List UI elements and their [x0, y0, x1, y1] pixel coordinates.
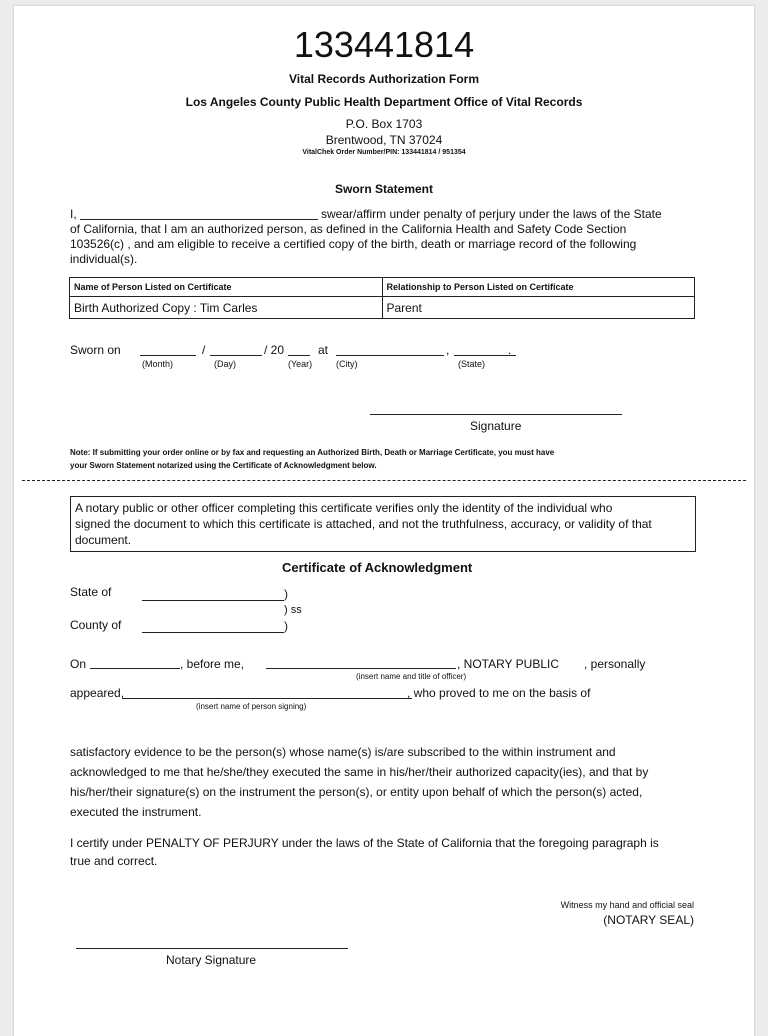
ack-para2-line1: I certify under PENALTY OF PERJURY under the laws of the State of California that the foregoing paragraph is	[70, 836, 659, 850]
sworn-period: .	[508, 343, 512, 357]
note-line1: Note: If submitting your order online or by fax and requesting an Authorized Birth, Death or Marriage Certificate, you must have	[70, 448, 555, 457]
county-of-paren: )	[284, 619, 288, 633]
sworn-slash2-20: / 20	[264, 343, 285, 357]
county-of-label: County of	[70, 618, 122, 632]
notary-signature-field[interactable]	[76, 948, 348, 949]
certificate-table	[69, 277, 695, 319]
sworn-line3: 103526(c) , and am eligible to receive a certified copy of the birth, death or marriage record of the following	[70, 237, 637, 251]
sworn-month-field[interactable]	[140, 355, 196, 356]
city-state: Brentwood, TN 37024	[325, 133, 443, 147]
notary-box-line3: document.	[75, 533, 132, 547]
state-of-field[interactable]	[142, 600, 284, 601]
insert-officer-caption: (insert name and title of officer)	[356, 672, 467, 681]
state-of-paren: )	[284, 587, 288, 601]
sworn-comma: ,	[446, 343, 450, 357]
declarant-name-field[interactable]	[80, 219, 318, 220]
insert-signer-caption: (insert name of person signing)	[196, 702, 307, 711]
ack-date-field[interactable]	[90, 668, 180, 669]
state-caption: (State)	[458, 359, 486, 369]
form-title: Vital Records Authorization Form	[288, 72, 480, 86]
before-me-label: , before me,	[180, 657, 245, 671]
officer-name-field[interactable]	[266, 668, 456, 669]
table-header-row	[70, 278, 695, 297]
state-of-label: State of	[70, 585, 112, 599]
who-proved-label: , who proved to me on the basis of	[407, 686, 591, 700]
sworn-day-field[interactable]	[210, 355, 262, 356]
witness-text: Witness my hand and official seal	[560, 900, 694, 910]
dashed-divider	[22, 480, 746, 481]
notary-seal-label: (NOTARY SEAL)	[603, 913, 694, 927]
notary-box-line2: signed the document to which this certificate is attached, and not the truthfulness, accuracy, or validity of that	[75, 517, 652, 531]
month-caption: (Month)	[142, 359, 174, 369]
signature-label: Signature	[470, 419, 522, 433]
ss-label: ) ss	[284, 604, 302, 616]
notary-box-line1: A notary public or other officer completing this certificate verifies only the identity of the individual who	[75, 501, 613, 515]
day-caption: (Day)	[214, 359, 236, 369]
sworn-statement-heading: Sworn Statement	[334, 182, 433, 196]
personally-label: , personally	[584, 657, 646, 671]
po-box: P.O. Box 1703	[345, 117, 423, 131]
table-cell-relationship: Parent	[382, 297, 695, 319]
ack-para1-line2: acknowledged to me that he/she/they executed the same in his/her/their authorized capacity(ies), and that by	[70, 765, 649, 779]
on-label: On	[70, 657, 87, 671]
notary-public-label: , NOTARY PUBLIC	[457, 657, 560, 671]
ack-para1-line3: his/her/their signature(s) on the instrument the person(s), or entity upon behalf of which the person(s) acted,	[70, 785, 643, 799]
sworn-line2: of California, that I am an authorized person, as defined in the California Health and Safety Code Section	[70, 222, 627, 236]
notary-disclaimer-box	[70, 496, 696, 552]
sworn-slash1: /	[202, 343, 206, 357]
table-cell-name: Birth Authorized Copy : Tim Carles	[70, 297, 383, 319]
ack-paragraph-1	[70, 742, 700, 822]
signer-name-field[interactable]	[122, 698, 412, 699]
city-caption: (City)	[336, 359, 358, 369]
appeared-label: appeared,	[70, 686, 125, 700]
sworn-line1-prefix: I,	[70, 207, 77, 221]
ack-paragraph-2	[70, 834, 700, 870]
sworn-year-field[interactable]	[288, 355, 310, 356]
notary-signature-label: Notary Signature	[166, 953, 257, 967]
sworn-line1-suffix: swear/affirm under penalty of perjury under the laws of the State	[321, 207, 662, 221]
order-number: 133441814	[293, 24, 475, 65]
table-header-relationship: Relationship to Person Listed on Certificate	[382, 278, 695, 297]
sworn-at: at	[318, 343, 329, 357]
sworn-city-field[interactable]	[336, 355, 444, 356]
ack-para1-line1: satisfactory evidence to be the person(s) whose name(s) is/are subscribed to the within instrument and	[70, 745, 616, 759]
table-header-name: Name of Person Listed on Certificate	[70, 278, 383, 297]
sworn-on-label: Sworn on	[70, 343, 121, 357]
note-line2: your Sworn Statement notarized using the Certificate of Acknowledgment below.	[70, 461, 377, 470]
sworn-state-field[interactable]	[454, 355, 516, 356]
county-of-field[interactable]	[142, 632, 284, 633]
document-page	[14, 6, 754, 1036]
ack-heading: Certificate of Acknowledgment	[282, 560, 473, 575]
ack-para1-line4: executed the instrument.	[70, 805, 202, 819]
ack-para2-line2: true and correct.	[70, 854, 158, 868]
signature-field[interactable]	[370, 414, 622, 415]
department-name: Los Angeles County Public Health Department Office of Vital Records	[185, 95, 583, 109]
vitalchek-order: VitalChek Order Number/PIN: 133441814 / 951354	[302, 149, 466, 156]
sworn-line4: individual(s).	[70, 252, 138, 266]
year-caption: (Year)	[288, 359, 313, 369]
table-row	[70, 297, 695, 319]
